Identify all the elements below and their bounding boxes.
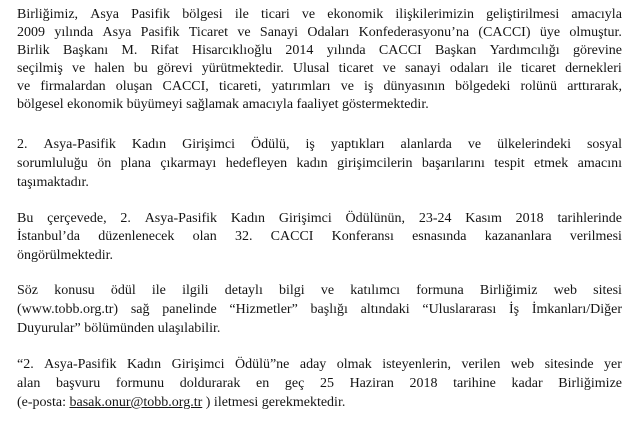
word: sanayi bbox=[405, 61, 441, 76]
word: Yardımcılığı bbox=[489, 43, 560, 58]
word: olmuştur. bbox=[569, 25, 622, 40]
word: ilgili bbox=[182, 283, 209, 298]
word: Girişimci bbox=[171, 357, 225, 372]
word: Ticaret bbox=[188, 25, 229, 40]
word: ile bbox=[151, 283, 166, 298]
word: “2. bbox=[17, 357, 34, 372]
text-line bbox=[17, 375, 622, 392]
word: aday bbox=[299, 357, 327, 372]
word: Kadın bbox=[126, 357, 162, 372]
word: Asya-Pasifik bbox=[44, 357, 117, 372]
word: ve bbox=[301, 7, 316, 22]
word: İstanbul’da bbox=[17, 229, 80, 244]
word: sosyal bbox=[586, 137, 622, 152]
word: katılımcı bbox=[350, 283, 401, 298]
word: Pasifik bbox=[131, 7, 171, 22]
word: esnasında bbox=[412, 229, 467, 244]
word: 2018 bbox=[515, 211, 544, 226]
word: 2018 bbox=[409, 376, 438, 391]
word: başlığı bbox=[310, 302, 348, 317]
word: ile bbox=[234, 7, 249, 22]
text-line bbox=[17, 394, 345, 411]
word: çıkarmayı bbox=[160, 156, 217, 171]
word: 2. bbox=[17, 137, 28, 152]
word: Asya bbox=[90, 7, 119, 22]
word: yaptıkları bbox=[330, 137, 385, 152]
word: düzenlenecek bbox=[98, 229, 175, 244]
word: M. bbox=[121, 43, 138, 58]
word: web bbox=[553, 283, 577, 298]
word: ve bbox=[382, 61, 396, 76]
word: doldurarak bbox=[179, 376, 241, 391]
word: etmek bbox=[534, 156, 569, 171]
word: Başkanı bbox=[62, 43, 109, 58]
word: sitesi bbox=[593, 283, 622, 298]
word: kadar bbox=[511, 376, 543, 391]
word: ile bbox=[497, 61, 512, 76]
word: Birlik bbox=[17, 43, 50, 58]
word: (CACCI) bbox=[478, 25, 531, 40]
word: arttırarak, bbox=[567, 79, 622, 94]
word: Bu bbox=[17, 211, 34, 226]
word: hedefleyen bbox=[225, 156, 288, 171]
word: üye bbox=[539, 25, 561, 40]
word: Kadın bbox=[131, 137, 167, 152]
word: bu bbox=[133, 61, 148, 76]
word: yer bbox=[604, 357, 622, 372]
word: Haziran bbox=[349, 376, 394, 391]
word: 32. bbox=[234, 229, 253, 244]
word: iş bbox=[305, 137, 315, 152]
word: Odaları bbox=[307, 25, 350, 40]
word: kadın bbox=[296, 156, 328, 171]
word: amacıyla bbox=[571, 7, 622, 22]
word: formunu bbox=[115, 376, 165, 391]
text-line bbox=[17, 136, 622, 153]
word: İmkanları/Diğer bbox=[531, 302, 622, 317]
text-line bbox=[17, 301, 622, 318]
text-line bbox=[17, 356, 622, 373]
word: dünyasının bbox=[383, 79, 445, 94]
word: görevi bbox=[156, 61, 193, 76]
text-line: taşımaktadır. bbox=[17, 175, 89, 190]
word: ticareti, bbox=[218, 79, 262, 94]
word: altındaki bbox=[360, 302, 410, 317]
word: İş bbox=[508, 302, 520, 317]
word: Birliğimize bbox=[558, 376, 622, 391]
word: sitesinde bbox=[544, 357, 594, 372]
word: Birliğimiz, bbox=[17, 7, 79, 22]
text-line bbox=[17, 24, 622, 41]
word: Birliğimiz bbox=[479, 283, 538, 298]
word: bölgedeki bbox=[455, 79, 511, 94]
word: ekonomik bbox=[327, 7, 384, 22]
word: bilgi bbox=[279, 283, 305, 298]
word: CACCI bbox=[270, 229, 314, 244]
word: “Uluslararası bbox=[422, 302, 497, 317]
word: amacını bbox=[577, 156, 622, 171]
word: Pasifik bbox=[140, 25, 180, 40]
word: (www.tobb.org.tr) bbox=[17, 302, 119, 317]
word: sorumluluğu bbox=[17, 156, 88, 171]
word: web bbox=[510, 357, 535, 372]
word: Asya bbox=[102, 25, 132, 40]
word: alan bbox=[17, 376, 41, 391]
word: Asya-Pasifik bbox=[43, 137, 116, 152]
word: ve bbox=[340, 79, 354, 94]
word: ve bbox=[467, 137, 482, 152]
word: panelinde bbox=[162, 302, 217, 317]
word: kazananlara bbox=[484, 229, 552, 244]
word: Ödülü, bbox=[251, 137, 290, 152]
word: yılında bbox=[54, 25, 94, 40]
word: 25 bbox=[319, 376, 334, 391]
word: ön bbox=[97, 156, 112, 171]
word: Rifat bbox=[150, 43, 179, 58]
word: olan bbox=[192, 229, 217, 244]
word: “Hizmetler” bbox=[229, 302, 298, 317]
word: Konferansı bbox=[331, 229, 394, 244]
email-prefix: (e-posta: bbox=[17, 395, 70, 410]
word: 2. bbox=[120, 211, 131, 226]
word: Söz bbox=[17, 283, 38, 298]
text-line bbox=[17, 155, 622, 172]
text-line bbox=[17, 78, 622, 95]
word: ve bbox=[237, 25, 251, 40]
word: dernekleri bbox=[565, 61, 622, 76]
word: formuna bbox=[416, 283, 464, 298]
text-line: öngörülmektedir. bbox=[17, 248, 114, 263]
word: tespit bbox=[494, 156, 525, 171]
word: seçilmiş bbox=[17, 61, 63, 76]
word: tarihine bbox=[453, 376, 496, 391]
word: yatırımları bbox=[271, 79, 331, 94]
word: iş bbox=[364, 79, 374, 94]
word: 23-24 bbox=[418, 211, 452, 226]
word: rolünü bbox=[520, 79, 558, 94]
text-line: bölgesel ekonomik büyümeyi sağlamak amacıyla faaliyet göstermektedir. bbox=[17, 97, 429, 112]
word: ilişkilerimizin bbox=[395, 7, 474, 22]
text-line bbox=[17, 210, 622, 227]
word: başvuru bbox=[55, 376, 101, 391]
word: sağ bbox=[130, 302, 150, 317]
word: yılında bbox=[326, 43, 366, 58]
word: odaları bbox=[449, 61, 489, 76]
word: Girişimci bbox=[278, 211, 332, 226]
text-line bbox=[17, 60, 622, 77]
word: CACCI bbox=[378, 43, 422, 58]
word: Ödülünün, bbox=[345, 211, 406, 226]
word: Konfederasyonu’na bbox=[358, 25, 470, 40]
word: detaylı bbox=[224, 283, 263, 298]
word: ticaret bbox=[338, 61, 374, 76]
word: girişimcilerin bbox=[337, 156, 413, 171]
word: geliştirilmesi bbox=[486, 7, 560, 22]
word: ve bbox=[320, 283, 335, 298]
word: verilen bbox=[461, 357, 501, 372]
word: konusu bbox=[54, 283, 95, 298]
word: ödül bbox=[110, 283, 136, 298]
word: olmak bbox=[336, 357, 372, 372]
word: oluşan bbox=[115, 79, 153, 94]
word: CACCI, bbox=[162, 79, 209, 94]
word: Sanayi bbox=[259, 25, 299, 40]
word: ülkelerindeki bbox=[497, 137, 571, 152]
word: alanlarda bbox=[400, 137, 452, 152]
word: Başkan bbox=[435, 43, 477, 58]
word: Hisarcıklıoğlu bbox=[191, 43, 273, 58]
word: yürütmektedir. bbox=[201, 61, 284, 76]
word: Girişimci bbox=[182, 137, 235, 152]
word: firmalardan bbox=[40, 79, 106, 94]
email-suffix: ) iletmesi gerekmektedir. bbox=[202, 395, 346, 410]
word: tarihlerinde bbox=[557, 211, 622, 226]
word: ve bbox=[17, 79, 31, 94]
word: verilmesi bbox=[569, 229, 622, 244]
word: Kadın bbox=[230, 211, 266, 226]
word: geç bbox=[284, 376, 305, 391]
text-line bbox=[17, 42, 622, 59]
word: Kasım bbox=[465, 211, 502, 226]
word: Asya-Pasifik bbox=[144, 211, 218, 226]
word: görevine bbox=[573, 43, 622, 58]
word: başarılarını bbox=[421, 156, 485, 171]
text-line bbox=[17, 228, 622, 245]
email-link[interactable]: basak.onur@tobb.org.tr bbox=[69, 395, 203, 410]
word: çerçevede, bbox=[47, 211, 107, 226]
word: isteyenlerin, bbox=[382, 357, 452, 372]
word: ticari bbox=[260, 7, 290, 22]
word: en bbox=[256, 376, 270, 391]
text-line bbox=[17, 6, 622, 23]
word: Ulusal bbox=[292, 61, 330, 76]
text-line: Duyurular” bölümünden ulaşılabilir. bbox=[17, 321, 221, 336]
word: bölgesi bbox=[182, 7, 223, 22]
word: halen bbox=[94, 61, 125, 76]
word: ve bbox=[72, 61, 86, 76]
text-line bbox=[17, 282, 622, 299]
word: 2014 bbox=[285, 43, 314, 58]
word: Ödülü”ne bbox=[234, 357, 290, 372]
word: plana bbox=[120, 156, 151, 171]
word: ticaret bbox=[520, 61, 556, 76]
word: 2009 bbox=[17, 25, 45, 40]
